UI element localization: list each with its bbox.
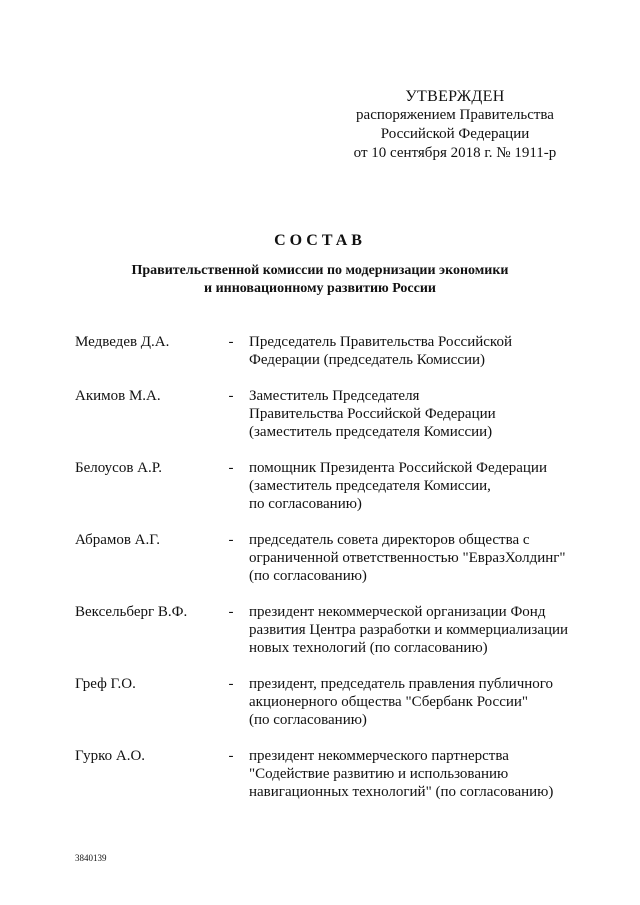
member-name: Вексельберг В.Ф.	[75, 604, 188, 620]
member-position	[237, 459, 575, 513]
member-row	[75, 459, 575, 513]
member-name: Гурко А.О.	[75, 748, 146, 764]
position-line: развития Центра разработки и коммерциализации	[249, 622, 569, 638]
member-row	[75, 333, 575, 369]
heading-title: СОСТАВ	[274, 232, 366, 249]
position-line: навигационных технологий" (по согласованию)	[249, 784, 554, 800]
member-name: Акимов М.А.	[75, 388, 161, 404]
member-dash: -	[228, 334, 234, 350]
position-line: "Содействие развитию и использованию	[249, 766, 509, 782]
approval-block	[330, 87, 580, 163]
approval-date-line: от 10 сентября 2018 г. № 1911-р	[353, 145, 557, 161]
position-line: президент, председатель правления публичного	[249, 676, 554, 692]
member-dash: -	[228, 604, 234, 620]
position-line: Федерации (председатель Комиссии)	[249, 352, 486, 368]
member-dash: -	[228, 388, 234, 404]
approval-title: УТВЕРЖДЕН	[405, 88, 505, 105]
members-list	[75, 333, 575, 819]
position-line: председатель совета директоров общества с	[249, 532, 530, 548]
member-dash: -	[228, 676, 234, 692]
member-row	[75, 675, 575, 729]
member-dash: -	[228, 532, 234, 548]
member-row	[75, 387, 575, 441]
member-name: Медведев Д.А.	[75, 334, 170, 350]
position-line: акционерного общества "Сбербанк России"	[249, 694, 529, 710]
subtitle-line: и инновационному развитию России	[204, 281, 436, 296]
position-line: Правительства Российской Федерации	[249, 406, 496, 422]
member-position	[237, 603, 575, 657]
position-line: по согласованию)	[249, 496, 362, 512]
subtitle-line: Правительственной комиссии по модернизации экономики	[131, 263, 509, 278]
position-line: Председатель Правительства Российской	[249, 334, 512, 350]
member-position	[237, 387, 575, 441]
member-position	[237, 675, 575, 729]
member-name: Греф Г.О.	[75, 676, 136, 692]
document-code: 3840139	[75, 853, 107, 863]
heading-subtitle	[0, 262, 640, 298]
document-heading	[0, 232, 640, 298]
member-row	[75, 603, 575, 657]
approval-line: распоряжением Правительства	[356, 107, 554, 123]
approval-line: Российской Федерации	[380, 126, 530, 142]
member-position	[237, 333, 575, 369]
member-row	[75, 747, 575, 801]
position-line: президент некоммерческой организации Фонд	[249, 604, 546, 620]
member-dash: -	[228, 460, 234, 476]
position-line: помощник Президента Российской Федерации	[249, 460, 547, 476]
position-line: ограниченной ответственностью "ЕвразХолдинг"	[249, 550, 566, 566]
member-position	[237, 747, 575, 801]
position-line: (заместитель председателя Комиссии)	[249, 424, 493, 440]
member-position	[237, 531, 575, 585]
member-name: Абрамов А.Г.	[75, 532, 160, 548]
position-line: президент некоммерческого партнерства	[249, 748, 509, 764]
member-dash: -	[228, 748, 234, 764]
position-line: (по согласованию)	[249, 568, 367, 584]
member-row	[75, 531, 575, 585]
position-line: (по согласованию)	[249, 712, 367, 728]
position-line: новых технологий (по согласованию)	[249, 640, 488, 656]
position-line: Заместитель Председателя	[249, 388, 420, 404]
position-line: (заместитель председателя Комиссии,	[249, 478, 491, 494]
member-name: Белоусов А.Р.	[75, 460, 162, 476]
